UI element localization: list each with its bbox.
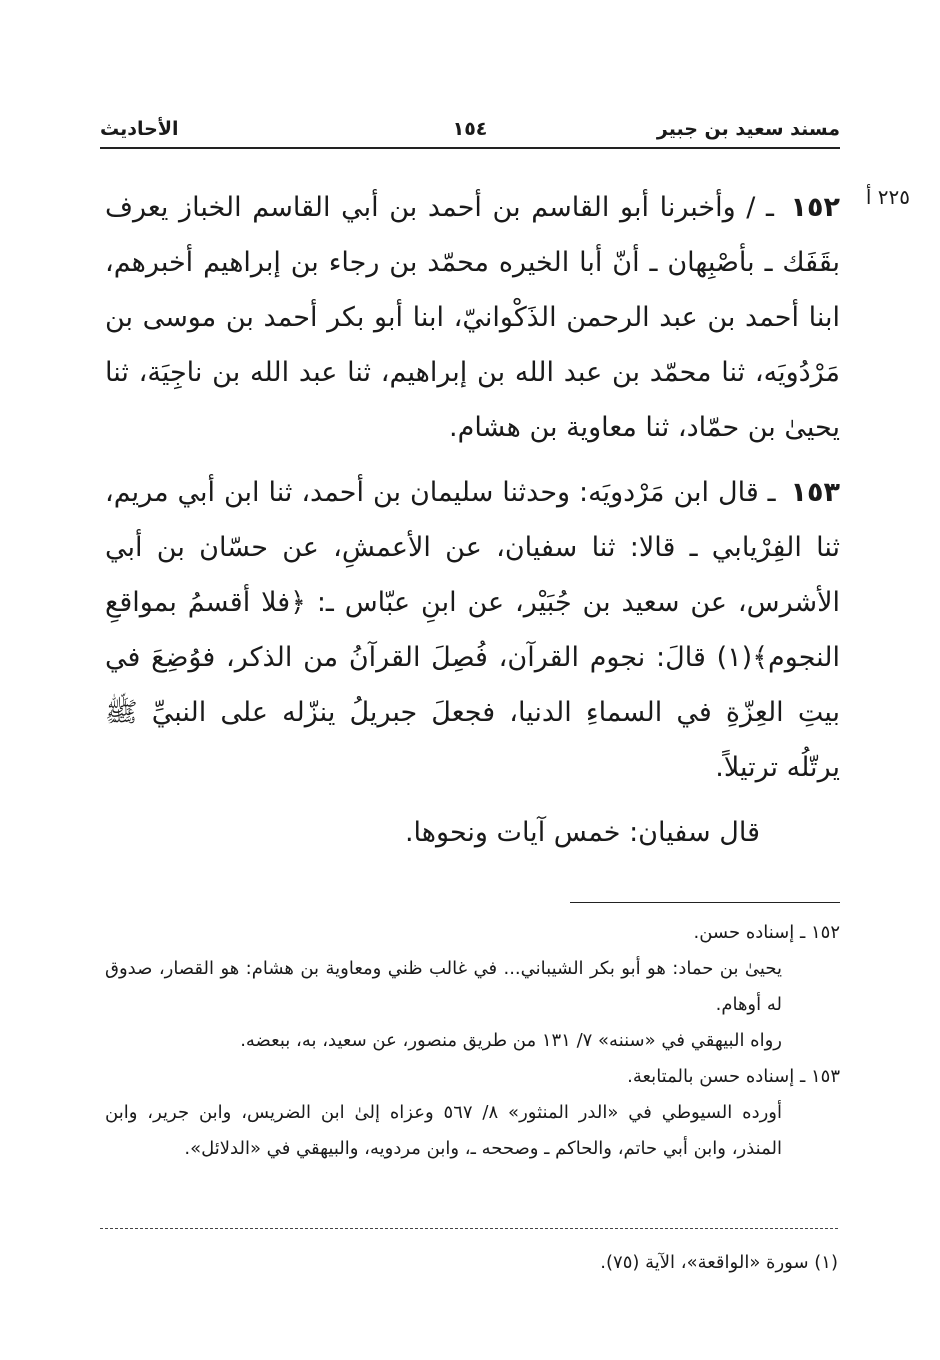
dotted-divider <box>100 1228 838 1229</box>
footnote-divider <box>570 902 840 903</box>
hadith-152 <box>105 180 840 455</box>
sufyan-comment: قال سفيان: خمس آيات ونحوها. <box>404 817 760 848</box>
footnote-152-text: يحيىٰ بن حماد: هو أبو بكر الشيباني... في غالب ظني ومعاوية بن هشام: هو القصار، صدوق له أوهام. <box>105 958 782 1015</box>
hadith-text: ـ قال ابن مَرْدويَه: وحدثنا سليمان بن أحمد، ثنا ابن أبي مريم، ثنا الفِرْيابي ـ قالا: ثنا سفيان، عن الأعمشِ، عن حسّان بن أبي الأشرس، عن سعيد بن جُبَيْر، عن ابنِ عبّاس ـ: ﴿فلا أقسمُ بمواقعِ النجوم﴾(١) قالَ: نجوم القرآن، فُصِلَ القرآنُ من الذكر، فوُضِعَ في بيتِ العِزّةِ في السماءِ الدنيا، فجعلَ جبريلُ ينزّله على النبيِّ ﷺ يرتّلُه ترتيلاً. <box>105 477 840 783</box>
footnote-152-source: رواه البيهقي في «سننه» ٧/ ١٣١ من طريق منصور، عن سعيد، به، ببعضه. <box>240 1030 782 1051</box>
manuscript-folio-note: ٢٢٥ أ <box>865 185 910 209</box>
footnote-152-heading: ١٥٢ ـ إسناده حسن. <box>693 922 840 943</box>
footnote-153-heading: ١٥٣ ـ إسناده حسن بالمتابعة. <box>627 1066 840 1087</box>
section-title: الأحاديث <box>100 118 179 140</box>
page-number: ١٥٤ <box>452 118 488 140</box>
book-title: مسند سعيد بن جبير <box>656 118 840 140</box>
header-divider <box>100 147 840 149</box>
footnote-153-text: أورده السيوطي في «الدر المنثور» ٨/ ٥٦٧ وعزاه إلىٰ ابن الضريس، وابن جرير، وابن المنذر، وابن أبي حاتم، والحاكم ـ وصححه ـ، وابن مردويه، والبيهقي في «الدلائل». <box>105 1102 782 1159</box>
footnotes <box>105 915 840 1167</box>
hadith-number: ١٥٢ <box>790 192 840 223</box>
running-header <box>100 118 840 148</box>
hadith-text: ـ / وأخبرنا أبو القاسم بن أحمد بن أبي القاسم الخباز يعرف بقَفَك ـ بأصْبِهان ـ أنّ أبا الخيره محمّد بن رجاء بن إبراهيم أخبرهم، ابنا أحمد بن عبد الرحمن الذَكْوانيّ، ابنا أبو بكر أحمد بن موسى بن مَرْدُويَه، ثنا محمّد بن عبد الله بن إبراهيم، ثنا عبد الله بن ناجِيَة، ثنا يحيىٰ بن حمّاد، ثنا معاوية بن هشام. <box>105 192 840 443</box>
main-text <box>105 180 840 860</box>
hadith-153 <box>105 465 840 795</box>
hadith-number: ١٥٣ <box>790 477 840 508</box>
quran-reference-footnote: (١) سورة «الواقعة»، الآية (٧٥). <box>600 1252 838 1273</box>
